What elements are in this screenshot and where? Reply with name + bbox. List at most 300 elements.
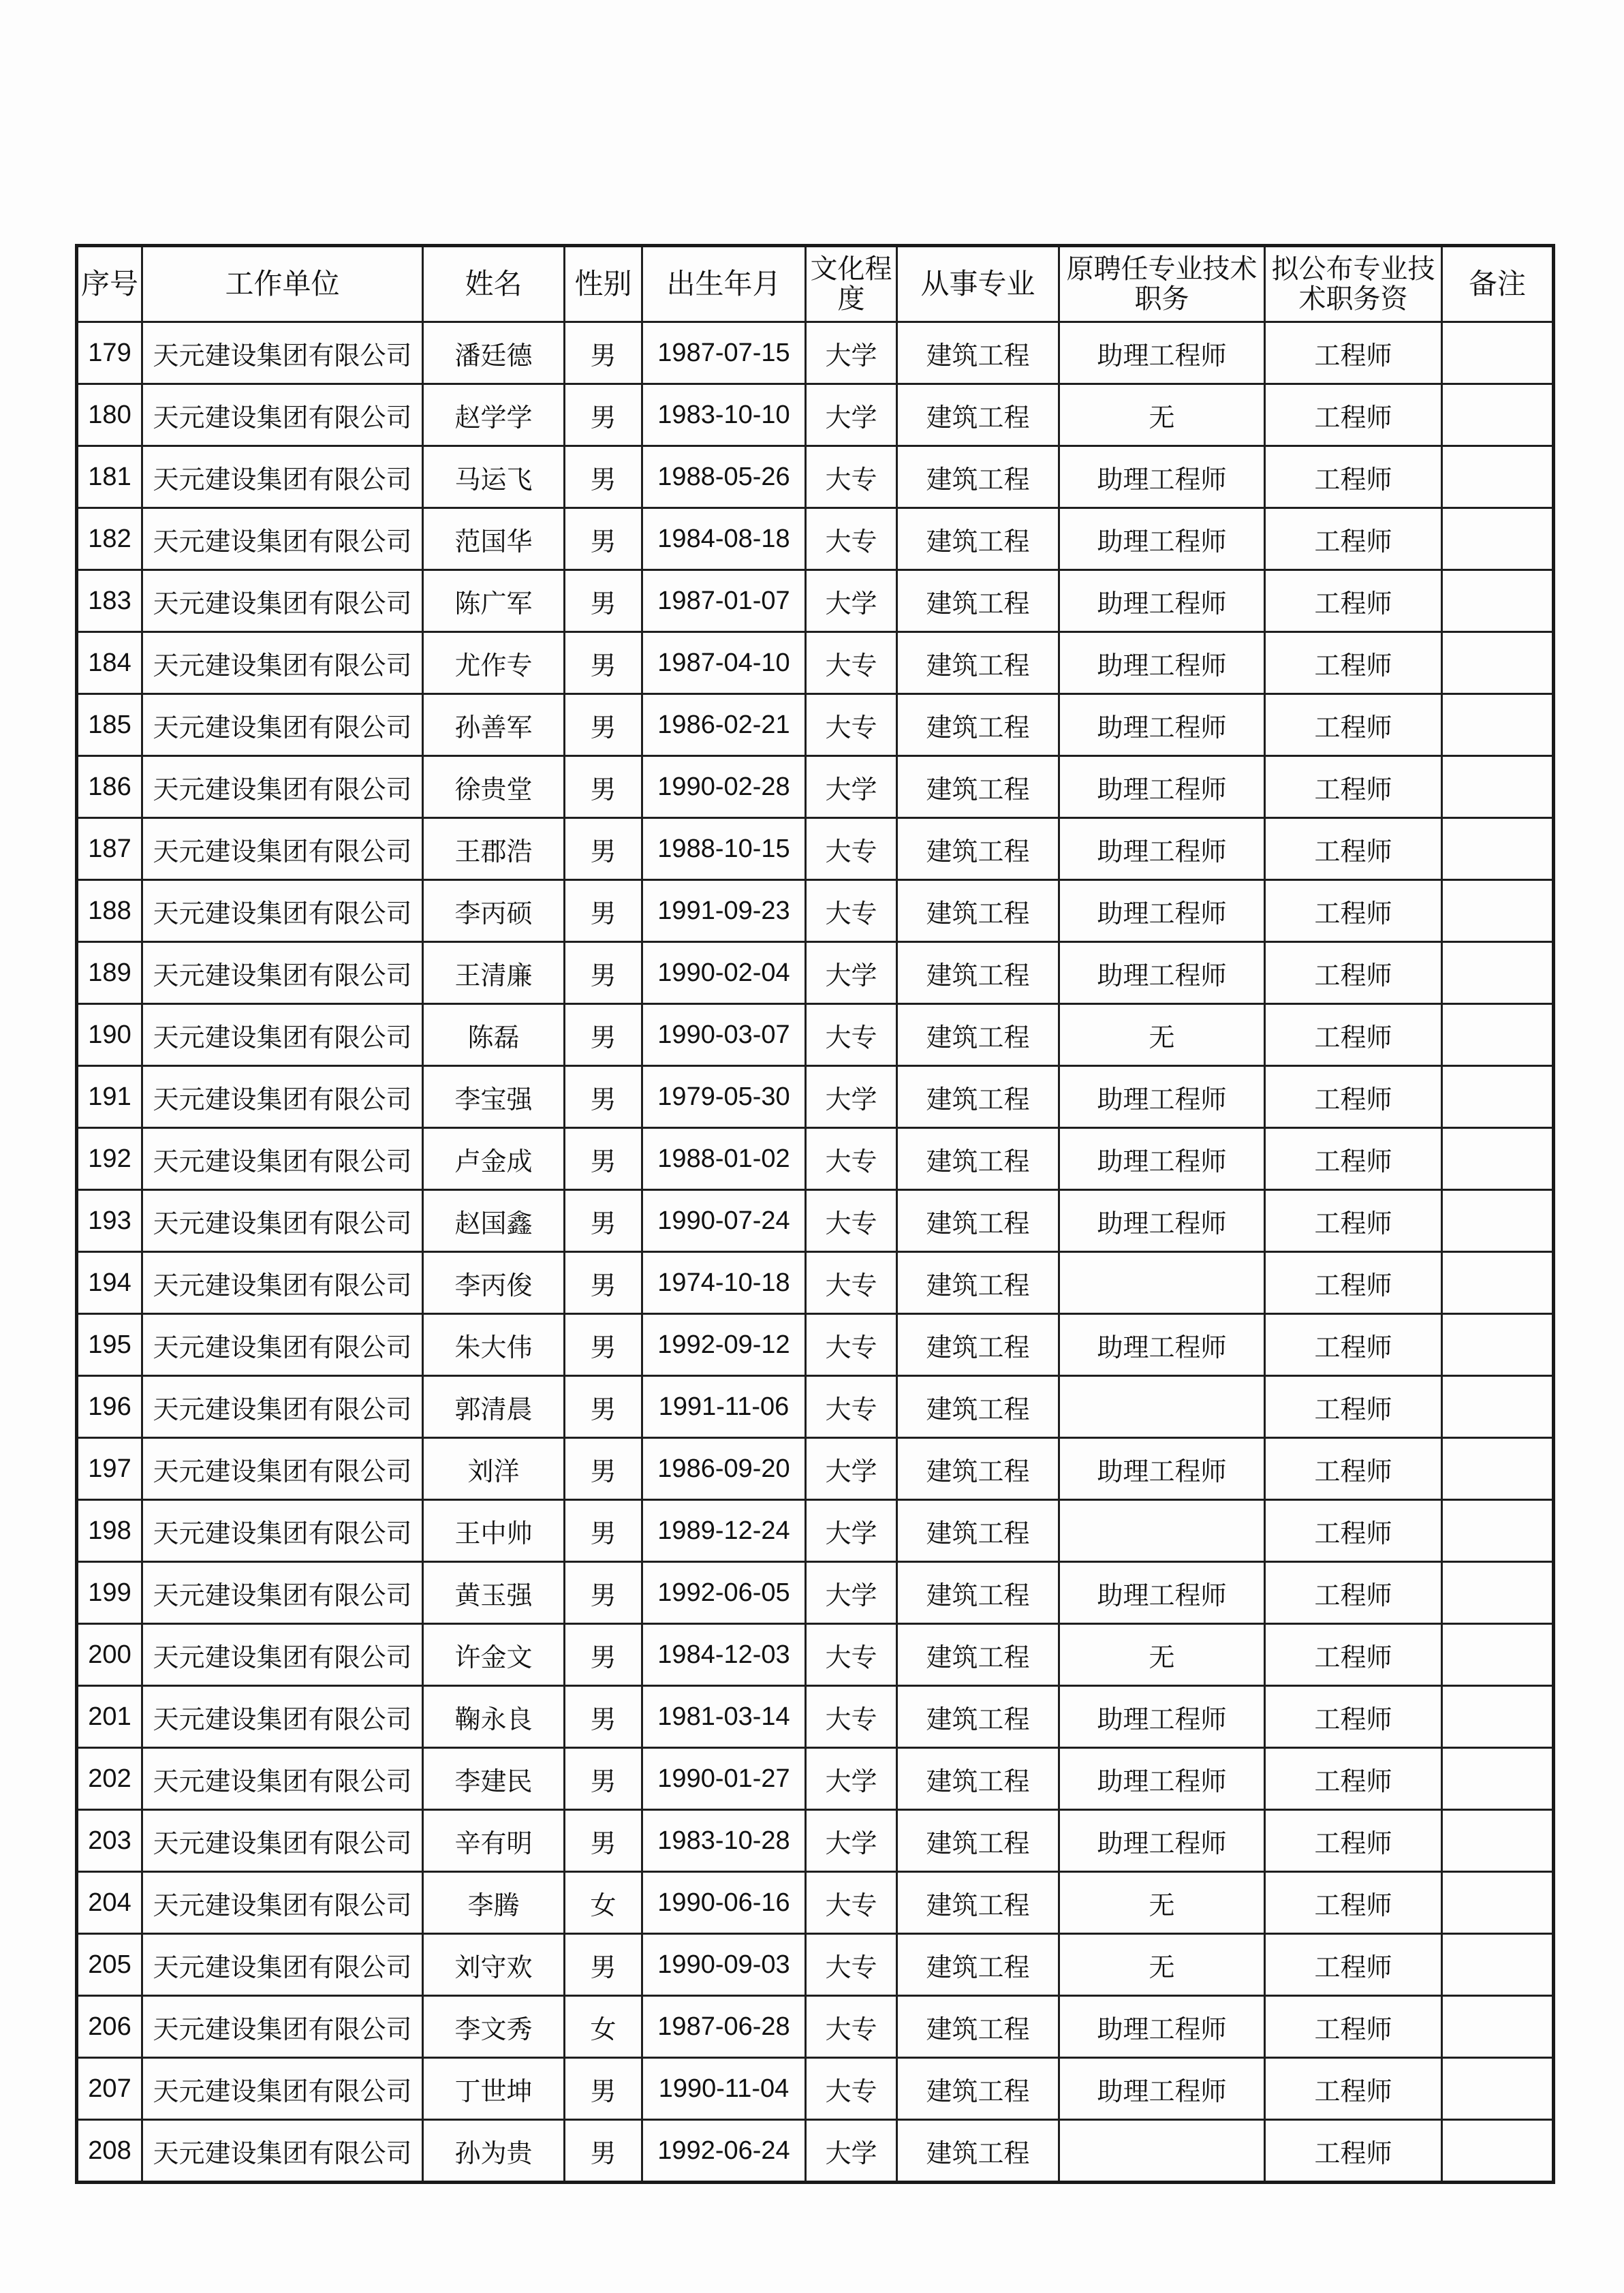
- cell-unit: 天元建设集团有限公司: [142, 1004, 423, 1066]
- cell-original-title: 无: [1059, 1004, 1265, 1066]
- header-major: 从事专业: [897, 246, 1059, 322]
- cell-education: 大专: [806, 1996, 897, 2058]
- cell-remarks: [1442, 1376, 1554, 1438]
- cell-seq: 188: [77, 880, 142, 942]
- cell-name: 李文秀: [423, 1996, 565, 2058]
- cell-seq: 184: [77, 632, 142, 694]
- cell-remarks: [1442, 1624, 1554, 1686]
- cell-unit: 天元建设集团有限公司: [142, 756, 423, 818]
- cell-remarks: [1442, 1872, 1554, 1934]
- cell-gender: 男: [565, 818, 642, 880]
- table-row: [77, 1872, 1554, 1934]
- cell-remarks: [1442, 1562, 1554, 1624]
- table-row: [77, 1376, 1554, 1438]
- cell-remarks: [1442, 1810, 1554, 1872]
- cell-gender: 男: [565, 1934, 642, 1996]
- cell-education: 大专: [806, 1624, 897, 1686]
- cell-gender: 男: [565, 570, 642, 632]
- cell-birth: 1986-02-21: [642, 694, 806, 756]
- cell-remarks: [1442, 1066, 1554, 1128]
- table-row: [77, 1748, 1554, 1810]
- cell-original-title: 助理工程师: [1059, 322, 1265, 384]
- cell-proposed-title: 工程师: [1265, 446, 1442, 508]
- cell-birth: 1990-03-07: [642, 1004, 806, 1066]
- cell-proposed-title: 工程师: [1265, 384, 1442, 446]
- cell-gender: 男: [565, 632, 642, 694]
- cell-unit: 天元建设集团有限公司: [142, 1624, 423, 1686]
- cell-education: 大专: [806, 1934, 897, 1996]
- cell-unit: 天元建设集团有限公司: [142, 1128, 423, 1190]
- header-original-title: 原聘任专业技术职务: [1059, 246, 1265, 322]
- cell-unit: 天元建设集团有限公司: [142, 694, 423, 756]
- cell-gender: 男: [565, 508, 642, 570]
- cell-birth: 1992-06-05: [642, 1562, 806, 1624]
- cell-name: 朱大伟: [423, 1314, 565, 1376]
- cell-remarks: [1442, 2058, 1554, 2120]
- cell-unit: 天元建设集团有限公司: [142, 1748, 423, 1810]
- cell-remarks: [1442, 1004, 1554, 1066]
- cell-remarks: [1442, 1934, 1554, 1996]
- cell-proposed-title: 工程师: [1265, 1996, 1442, 2058]
- cell-gender: 男: [565, 1376, 642, 1438]
- cell-seq: 182: [77, 508, 142, 570]
- cell-major: 建筑工程: [897, 1128, 1059, 1190]
- cell-name: 李宝强: [423, 1066, 565, 1128]
- table-row: [77, 570, 1554, 632]
- cell-major: 建筑工程: [897, 1624, 1059, 1686]
- header-seq: 序号: [77, 246, 142, 322]
- cell-proposed-title: 工程师: [1265, 1438, 1442, 1500]
- table-row: [77, 322, 1554, 384]
- table-row: [77, 1066, 1554, 1128]
- cell-name: 郭清晨: [423, 1376, 565, 1438]
- cell-original-title: 助理工程师: [1059, 1190, 1265, 1252]
- cell-seq: 205: [77, 1934, 142, 1996]
- cell-education: 大专: [806, 1128, 897, 1190]
- table-row: [77, 1314, 1554, 1376]
- cell-education: 大专: [806, 1190, 897, 1252]
- cell-birth: 1984-12-03: [642, 1624, 806, 1686]
- cell-seq: 192: [77, 1128, 142, 1190]
- cell-gender: 男: [565, 1438, 642, 1500]
- header-row: [77, 246, 1554, 322]
- cell-gender: 男: [565, 446, 642, 508]
- cell-seq: 190: [77, 1004, 142, 1066]
- cell-birth: 1990-02-04: [642, 942, 806, 1004]
- cell-major: 建筑工程: [897, 1190, 1059, 1252]
- cell-original-title: 助理工程师: [1059, 1748, 1265, 1810]
- cell-remarks: [1442, 756, 1554, 818]
- header-gender: 性别: [565, 246, 642, 322]
- cell-seq: 204: [77, 1872, 142, 1934]
- cell-original-title: 助理工程师: [1059, 818, 1265, 880]
- cell-seq: 196: [77, 1376, 142, 1438]
- cell-unit: 天元建设集团有限公司: [142, 384, 423, 446]
- cell-gender: 男: [565, 1252, 642, 1314]
- table-row: [77, 1624, 1554, 1686]
- cell-birth: 1988-05-26: [642, 446, 806, 508]
- cell-name: 王清廉: [423, 942, 565, 1004]
- cell-major: 建筑工程: [897, 384, 1059, 446]
- cell-unit: 天元建设集团有限公司: [142, 2120, 423, 2183]
- cell-major: 建筑工程: [897, 508, 1059, 570]
- cell-original-title: [1059, 2120, 1265, 2183]
- cell-original-title: 助理工程师: [1059, 880, 1265, 942]
- cell-proposed-title: 工程师: [1265, 756, 1442, 818]
- cell-name: 黄玉强: [423, 1562, 565, 1624]
- cell-birth: 1988-10-15: [642, 818, 806, 880]
- cell-remarks: [1442, 694, 1554, 756]
- cell-gender: 男: [565, 1748, 642, 1810]
- cell-original-title: 助理工程师: [1059, 508, 1265, 570]
- cell-unit: 天元建设集团有限公司: [142, 1934, 423, 1996]
- cell-name: 辛有明: [423, 1810, 565, 1872]
- cell-seq: 207: [77, 2058, 142, 2120]
- cell-proposed-title: 工程师: [1265, 1004, 1442, 1066]
- cell-major: 建筑工程: [897, 1314, 1059, 1376]
- cell-unit: 天元建设集团有限公司: [142, 1810, 423, 1872]
- cell-name: 潘廷德: [423, 322, 565, 384]
- cell-seq: 208: [77, 2120, 142, 2183]
- table-row: [77, 1562, 1554, 1624]
- table-row: [77, 1686, 1554, 1748]
- cell-birth: 1990-07-24: [642, 1190, 806, 1252]
- cell-original-title: [1059, 1252, 1265, 1314]
- table-row: [77, 2120, 1554, 2183]
- cell-education: 大学: [806, 384, 897, 446]
- cell-education: 大学: [806, 1066, 897, 1128]
- header-unit: 工作单位: [142, 246, 423, 322]
- cell-gender: 男: [565, 942, 642, 1004]
- cell-gender: 男: [565, 1686, 642, 1748]
- cell-seq: 200: [77, 1624, 142, 1686]
- cell-unit: 天元建设集团有限公司: [142, 1066, 423, 1128]
- cell-remarks: [1442, 570, 1554, 632]
- cell-original-title: 助理工程师: [1059, 1686, 1265, 1748]
- cell-original-title: 助理工程师: [1059, 942, 1265, 1004]
- cell-birth: 1984-08-18: [642, 508, 806, 570]
- cell-major: 建筑工程: [897, 1748, 1059, 1810]
- cell-name: 李腾: [423, 1872, 565, 1934]
- table-row: [77, 1128, 1554, 1190]
- cell-gender: 男: [565, 694, 642, 756]
- table-row: [77, 1190, 1554, 1252]
- cell-name: 赵学学: [423, 384, 565, 446]
- personnel-table: [75, 244, 1555, 2184]
- cell-original-title: 助理工程师: [1059, 1438, 1265, 1500]
- table-row: [77, 880, 1554, 942]
- cell-original-title: 助理工程师: [1059, 1562, 1265, 1624]
- cell-education: 大学: [806, 1562, 897, 1624]
- table-body: [77, 322, 1554, 2183]
- cell-birth: 1979-05-30: [642, 1066, 806, 1128]
- cell-seq: 180: [77, 384, 142, 446]
- cell-education: 大专: [806, 2058, 897, 2120]
- cell-birth: 1991-11-06: [642, 1376, 806, 1438]
- cell-proposed-title: 工程师: [1265, 1252, 1442, 1314]
- cell-birth: 1983-10-28: [642, 1810, 806, 1872]
- cell-original-title: 助理工程师: [1059, 1810, 1265, 1872]
- cell-seq: 183: [77, 570, 142, 632]
- cell-seq: 191: [77, 1066, 142, 1128]
- cell-gender: 男: [565, 1128, 642, 1190]
- cell-birth: 1987-04-10: [642, 632, 806, 694]
- cell-proposed-title: 工程师: [1265, 632, 1442, 694]
- cell-remarks: [1442, 1128, 1554, 1190]
- table-row: [77, 1934, 1554, 1996]
- cell-proposed-title: 工程师: [1265, 880, 1442, 942]
- table-row: [77, 1252, 1554, 1314]
- cell-original-title: 助理工程师: [1059, 1128, 1265, 1190]
- cell-education: 大学: [806, 1438, 897, 1500]
- cell-proposed-title: 工程师: [1265, 1934, 1442, 1996]
- cell-original-title: 助理工程师: [1059, 1314, 1265, 1376]
- cell-gender: 女: [565, 1872, 642, 1934]
- cell-name: 许金文: [423, 1624, 565, 1686]
- cell-name: 尤作专: [423, 632, 565, 694]
- cell-major: 建筑工程: [897, 1996, 1059, 2058]
- table-row: [77, 632, 1554, 694]
- table-row: [77, 694, 1554, 756]
- table-row: [77, 1996, 1554, 2058]
- cell-birth: 1987-01-07: [642, 570, 806, 632]
- cell-remarks: [1442, 384, 1554, 446]
- cell-birth: 1991-09-23: [642, 880, 806, 942]
- table-row: [77, 1004, 1554, 1066]
- cell-seq: 206: [77, 1996, 142, 2058]
- table-row: [77, 756, 1554, 818]
- cell-remarks: [1442, 1252, 1554, 1314]
- cell-gender: 男: [565, 756, 642, 818]
- cell-education: 大学: [806, 2120, 897, 2183]
- cell-birth: 1986-09-20: [642, 1438, 806, 1500]
- cell-unit: 天元建设集团有限公司: [142, 1562, 423, 1624]
- cell-proposed-title: 工程师: [1265, 942, 1442, 1004]
- table-row: [77, 1438, 1554, 1500]
- cell-remarks: [1442, 818, 1554, 880]
- cell-seq: 198: [77, 1500, 142, 1562]
- cell-remarks: [1442, 1190, 1554, 1252]
- header-remarks: 备注: [1442, 246, 1554, 322]
- cell-original-title: 助理工程师: [1059, 632, 1265, 694]
- cell-original-title: 助理工程师: [1059, 694, 1265, 756]
- cell-gender: 男: [565, 322, 642, 384]
- cell-education: 大专: [806, 1872, 897, 1934]
- cell-education: 大学: [806, 322, 897, 384]
- cell-birth: 1990-02-28: [642, 756, 806, 818]
- cell-gender: 男: [565, 1066, 642, 1128]
- cell-education: 大专: [806, 1686, 897, 1748]
- cell-original-title: 无: [1059, 1872, 1265, 1934]
- table-row: [77, 1500, 1554, 1562]
- cell-major: 建筑工程: [897, 632, 1059, 694]
- cell-education: 大专: [806, 880, 897, 942]
- cell-proposed-title: 工程师: [1265, 1872, 1442, 1934]
- cell-proposed-title: 工程师: [1265, 2120, 1442, 2183]
- cell-birth: 1990-09-03: [642, 1934, 806, 1996]
- cell-unit: 天元建设集团有限公司: [142, 1314, 423, 1376]
- cell-unit: 天元建设集团有限公司: [142, 818, 423, 880]
- cell-remarks: [1442, 1996, 1554, 2058]
- cell-unit: 天元建设集团有限公司: [142, 2058, 423, 2120]
- cell-name: 卢金成: [423, 1128, 565, 1190]
- cell-proposed-title: 工程师: [1265, 322, 1442, 384]
- cell-education: 大专: [806, 1004, 897, 1066]
- cell-seq: 194: [77, 1252, 142, 1314]
- cell-gender: 男: [565, 2058, 642, 2120]
- cell-remarks: [1442, 632, 1554, 694]
- cell-proposed-title: 工程师: [1265, 1624, 1442, 1686]
- cell-education: 大专: [806, 508, 897, 570]
- cell-proposed-title: 工程师: [1265, 1376, 1442, 1438]
- cell-original-title: 助理工程师: [1059, 1996, 1265, 2058]
- cell-remarks: [1442, 1500, 1554, 1562]
- cell-major: 建筑工程: [897, 694, 1059, 756]
- cell-unit: 天元建设集团有限公司: [142, 1376, 423, 1438]
- cell-name: 刘洋: [423, 1438, 565, 1500]
- cell-birth: 1983-10-10: [642, 384, 806, 446]
- cell-education: 大学: [806, 1810, 897, 1872]
- cell-unit: 天元建设集团有限公司: [142, 1996, 423, 2058]
- cell-remarks: [1442, 446, 1554, 508]
- cell-gender: 男: [565, 880, 642, 942]
- cell-major: 建筑工程: [897, 1934, 1059, 1996]
- cell-major: 建筑工程: [897, 880, 1059, 942]
- cell-unit: 天元建设集团有限公司: [142, 1252, 423, 1314]
- cell-major: 建筑工程: [897, 1376, 1059, 1438]
- cell-birth: 1987-07-15: [642, 322, 806, 384]
- cell-remarks: [1442, 1314, 1554, 1376]
- cell-original-title: [1059, 1500, 1265, 1562]
- cell-gender: 男: [565, 1500, 642, 1562]
- cell-education: 大专: [806, 632, 897, 694]
- cell-name: 李建民: [423, 1748, 565, 1810]
- cell-seq: 203: [77, 1810, 142, 1872]
- cell-unit: 天元建设集团有限公司: [142, 1438, 423, 1500]
- table-row: [77, 818, 1554, 880]
- cell-proposed-title: 工程师: [1265, 508, 1442, 570]
- cell-birth: 1989-12-24: [642, 1500, 806, 1562]
- cell-seq: 181: [77, 446, 142, 508]
- cell-proposed-title: 工程师: [1265, 1128, 1442, 1190]
- cell-major: 建筑工程: [897, 1562, 1059, 1624]
- cell-seq: 193: [77, 1190, 142, 1252]
- header-name: 姓名: [423, 246, 565, 322]
- cell-proposed-title: 工程师: [1265, 570, 1442, 632]
- cell-unit: 天元建设集团有限公司: [142, 1500, 423, 1562]
- cell-birth: 1990-11-04: [642, 2058, 806, 2120]
- cell-education: 大专: [806, 694, 897, 756]
- cell-name: 赵国鑫: [423, 1190, 565, 1252]
- cell-major: 建筑工程: [897, 1872, 1059, 1934]
- cell-original-title: 助理工程师: [1059, 446, 1265, 508]
- table-row: [77, 1810, 1554, 1872]
- cell-education: 大学: [806, 1500, 897, 1562]
- cell-seq: 197: [77, 1438, 142, 1500]
- cell-unit: 天元建设集团有限公司: [142, 942, 423, 1004]
- cell-proposed-title: 工程师: [1265, 2058, 1442, 2120]
- cell-birth: 1992-09-12: [642, 1314, 806, 1376]
- cell-proposed-title: 工程师: [1265, 1066, 1442, 1128]
- header-proposed-title: 拟公布专业技术职务资: [1265, 246, 1442, 322]
- cell-unit: 天元建设集团有限公司: [142, 570, 423, 632]
- cell-name: 陈广军: [423, 570, 565, 632]
- cell-major: 建筑工程: [897, 2058, 1059, 2120]
- cell-name: 徐贵堂: [423, 756, 565, 818]
- cell-gender: 男: [565, 1314, 642, 1376]
- cell-major: 建筑工程: [897, 942, 1059, 1004]
- cell-education: 大专: [806, 818, 897, 880]
- cell-remarks: [1442, 322, 1554, 384]
- cell-original-title: 无: [1059, 1624, 1265, 1686]
- cell-remarks: [1442, 1438, 1554, 1500]
- cell-name: 丁世坤: [423, 2058, 565, 2120]
- cell-original-title: 助理工程师: [1059, 2058, 1265, 2120]
- cell-unit: 天元建设集团有限公司: [142, 1872, 423, 1934]
- cell-proposed-title: 工程师: [1265, 1190, 1442, 1252]
- cell-major: 建筑工程: [897, 1686, 1059, 1748]
- cell-name: 王中帅: [423, 1500, 565, 1562]
- cell-major: 建筑工程: [897, 322, 1059, 384]
- cell-education: 大学: [806, 756, 897, 818]
- cell-name: 孙善军: [423, 694, 565, 756]
- cell-seq: 186: [77, 756, 142, 818]
- cell-seq: 195: [77, 1314, 142, 1376]
- cell-education: 大专: [806, 1252, 897, 1314]
- header-education: 文化程度: [806, 246, 897, 322]
- cell-remarks: [1442, 508, 1554, 570]
- cell-major: 建筑工程: [897, 1066, 1059, 1128]
- cell-gender: 男: [565, 384, 642, 446]
- cell-unit: 天元建设集团有限公司: [142, 446, 423, 508]
- cell-proposed-title: 工程师: [1265, 1562, 1442, 1624]
- cell-seq: 202: [77, 1748, 142, 1810]
- cell-gender: 男: [565, 1562, 642, 1624]
- cell-education: 大专: [806, 1314, 897, 1376]
- cell-unit: 天元建设集团有限公司: [142, 632, 423, 694]
- cell-name: 马运飞: [423, 446, 565, 508]
- cell-education: 大专: [806, 1376, 897, 1438]
- cell-gender: 男: [565, 1004, 642, 1066]
- cell-remarks: [1442, 2120, 1554, 2183]
- cell-name: 范国华: [423, 508, 565, 570]
- cell-proposed-title: 工程师: [1265, 694, 1442, 756]
- cell-seq: 199: [77, 1562, 142, 1624]
- cell-major: 建筑工程: [897, 570, 1059, 632]
- cell-birth: 1988-01-02: [642, 1128, 806, 1190]
- cell-original-title: 无: [1059, 1934, 1265, 1996]
- cell-name: 李丙俊: [423, 1252, 565, 1314]
- cell-original-title: 助理工程师: [1059, 1066, 1265, 1128]
- cell-remarks: [1442, 880, 1554, 942]
- cell-seq: 185: [77, 694, 142, 756]
- cell-proposed-title: 工程师: [1265, 1748, 1442, 1810]
- cell-remarks: [1442, 1686, 1554, 1748]
- cell-original-title: 无: [1059, 384, 1265, 446]
- cell-original-title: 助理工程师: [1059, 570, 1265, 632]
- cell-original-title: [1059, 1376, 1265, 1438]
- cell-gender: 男: [565, 1190, 642, 1252]
- cell-birth: 1992-06-24: [642, 2120, 806, 2183]
- cell-proposed-title: 工程师: [1265, 818, 1442, 880]
- cell-unit: 天元建设集团有限公司: [142, 322, 423, 384]
- table-row: [77, 2058, 1554, 2120]
- cell-education: 大学: [806, 1748, 897, 1810]
- cell-proposed-title: 工程师: [1265, 1500, 1442, 1562]
- cell-major: 建筑工程: [897, 818, 1059, 880]
- cell-proposed-title: 工程师: [1265, 1810, 1442, 1872]
- cell-birth: 1974-10-18: [642, 1252, 806, 1314]
